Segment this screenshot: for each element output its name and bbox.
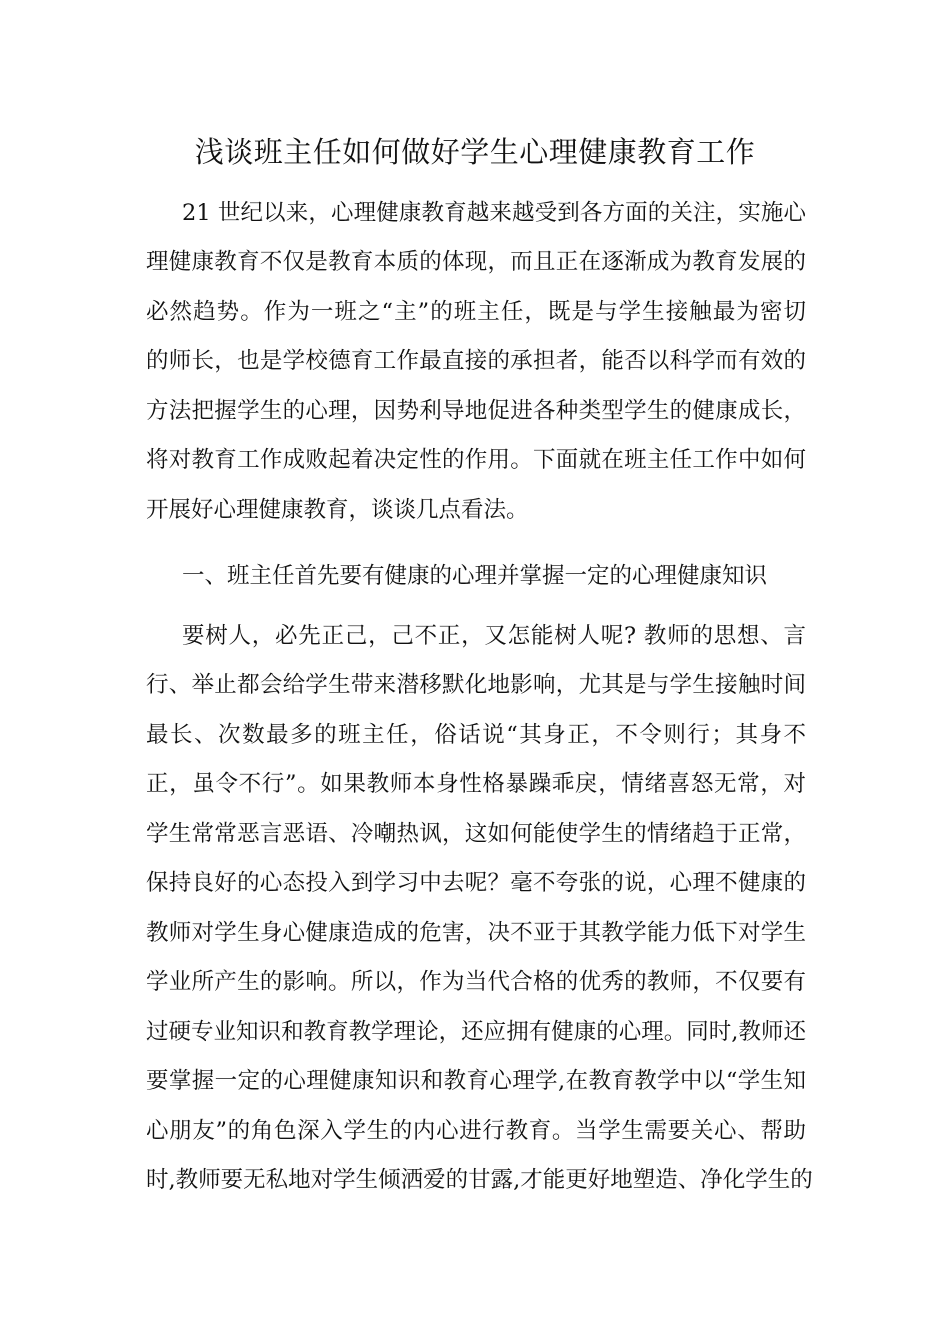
section-heading-1: 一、班主任首先要有健康的心理并掌握一定的心理健康知识 [182, 563, 768, 589]
paragraph-1-line-2: 理健康教育不仅是教育本质的体现，而且正在逐渐成为教育发展的 [146, 249, 806, 275]
paragraph-2-line-4: 正，虽令不行”。如果教师本身性格暴躁乖戾，情绪喜怒无常，对 [146, 771, 806, 797]
paragraph-2-line-10: 要掌握一定的心理健康知识和教育心理学,在教育教学中以“学生知 [146, 1068, 806, 1094]
paragraph-2-line-3: 最长、次数最多的班主任，俗话说“其身正，不令则行；其身不 [146, 722, 806, 748]
paragraph-2-line-2: 行、举止都会给学生带来潜移默化地影响，尤其是与学生接触时间 [146, 672, 806, 698]
paragraph-2-line-6: 保持良好的心态投入到学习中去呢？毫不夸张的说，心理不健康的 [146, 870, 806, 896]
paragraph-1-line-7: 开展好心理健康教育，谈谈几点看法。 [146, 497, 529, 523]
paragraph-2-line-9: 过硬专业知识和教育教学理论，还应拥有健康的心理。同时,教师还 [146, 1019, 806, 1045]
paragraph-1-line-5: 方法把握学生的心理，因势利导地促进各种类型学生的健康成长， [146, 398, 806, 424]
paragraph-1-line-1: 21 世纪以来，心理健康教育越来越受到各方面的关注，实施心 [182, 200, 806, 226]
paragraph-2-line-7: 教师对学生身心健康造成的危害，决不亚于其教学能力低下对学生 [146, 920, 806, 946]
paragraph-1-line-4: 的师长，也是学校德育工作最直接的承担者，能否以科学而有效的 [146, 348, 806, 374]
paragraph-2-line-8: 学业所产生的影响。所以，作为当代合格的优秀的教师，不仅要有 [146, 969, 806, 995]
paragraph-2-line-5: 学生常常恶言恶语、冷嘲热讽，这如何能使学生的情绪趋于正常， [146, 821, 806, 847]
paragraph-2-line-11: 心朋友”的角色深入学生的内心进行教育。当学生需要关心、帮助 [146, 1118, 806, 1144]
paragraph-2-line-1: 要树人，必先正己，己不正，又怎能树人呢? 教师的思想、言 [182, 623, 806, 649]
document-title: 浅谈班主任如何做好学生心理健康教育工作 [194, 135, 756, 169]
paragraph-1-line-6: 将对教育工作成败起着决定性的作用。下面就在班主任工作中如何 [146, 447, 806, 473]
paragraph-2-line-12: 时,教师要无私地对学生倾洒爱的甘露,才能更好地塑造、净化学生的 [146, 1167, 813, 1193]
paragraph-1-line-3: 必然趋势。作为一班之“主”的班主任，既是与学生接触最为密切 [146, 299, 806, 325]
